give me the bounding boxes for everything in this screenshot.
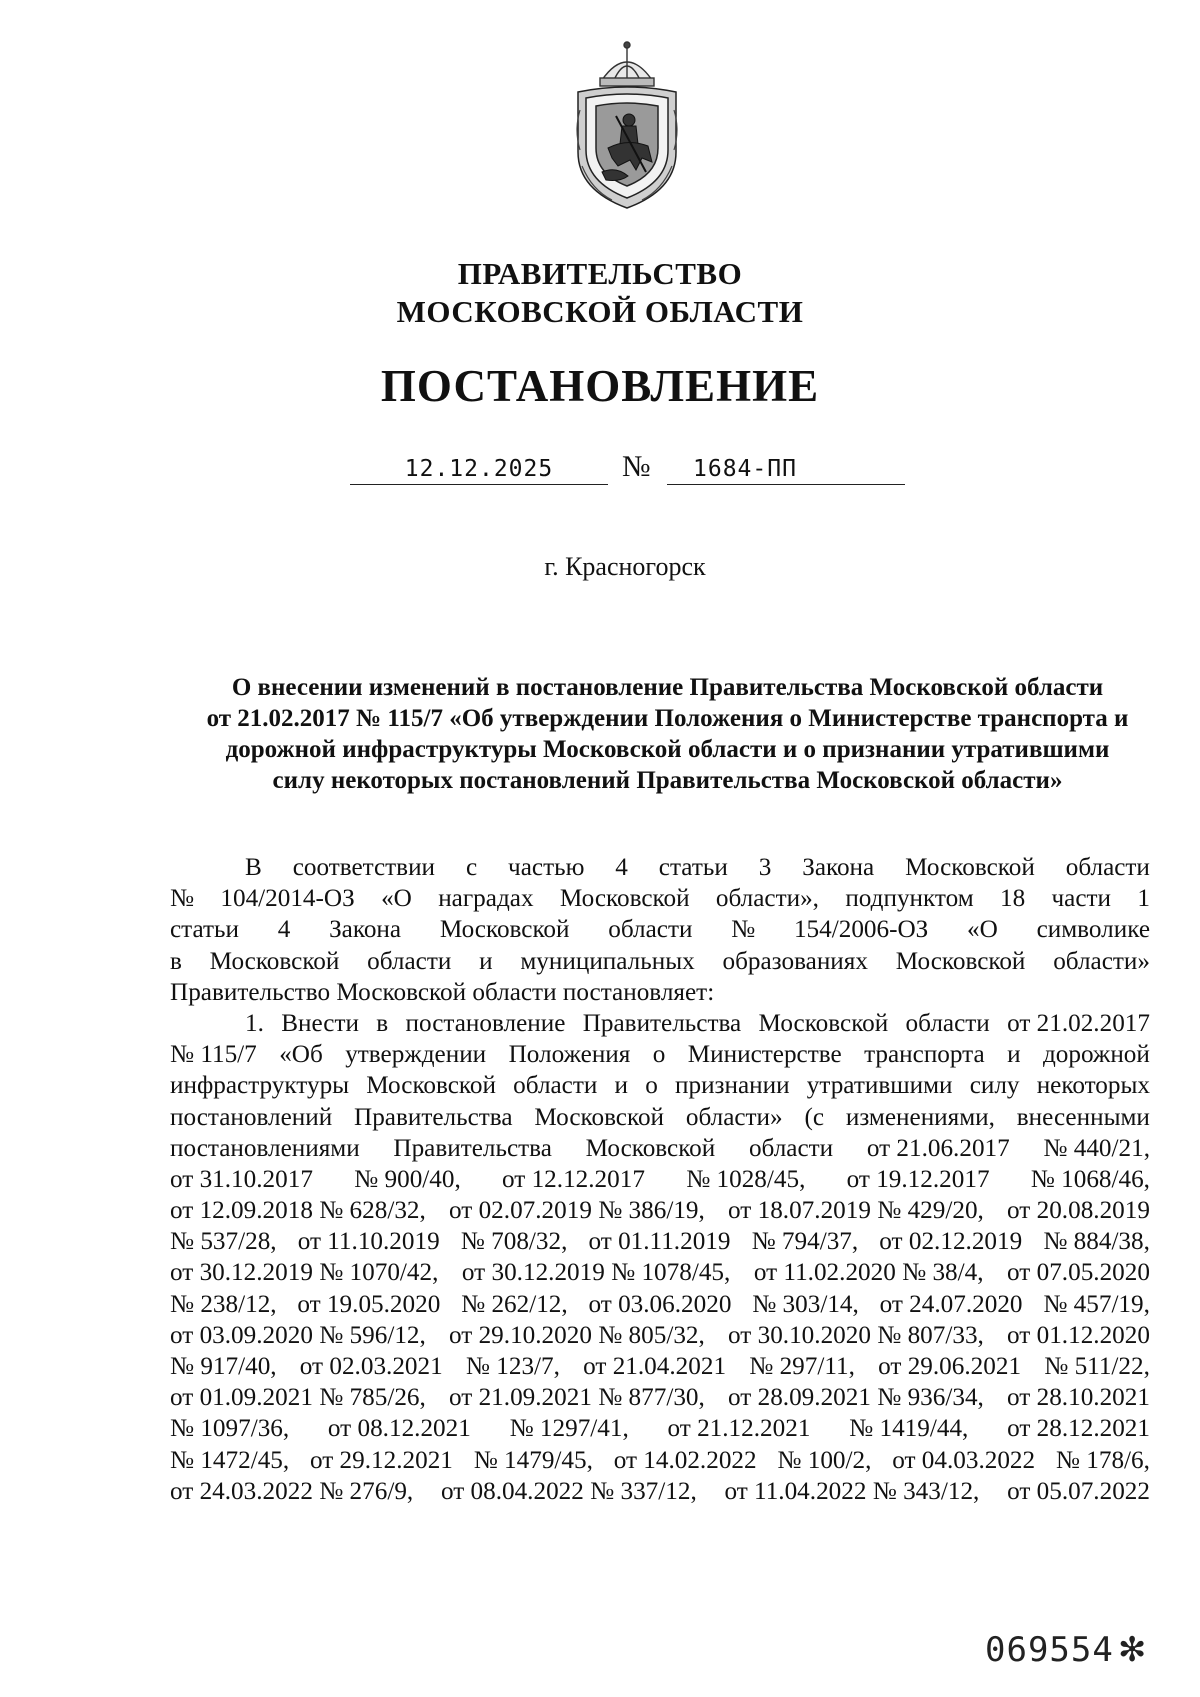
body-word: о <box>645 1072 658 1100</box>
organization-name-line2: МОСКОВСКОЙ ОБЛАСТИ <box>396 294 804 329</box>
city-name: г. Красногорск <box>544 552 706 581</box>
body-line <box>170 1226 1150 1257</box>
body-word: части <box>1051 885 1112 913</box>
body-word: о <box>652 1041 666 1069</box>
body-word: № 457/19, <box>1043 1290 1150 1318</box>
body-word: муниципальных <box>520 947 695 975</box>
body-word: от 28.09.2021 № 936/34, <box>728 1384 984 1412</box>
body-word: Московской <box>209 947 340 975</box>
body-word: области» <box>685 1103 783 1131</box>
body-word: «Об <box>279 1041 323 1069</box>
body-word: внесенными <box>1016 1103 1150 1131</box>
body-word: подпунктом <box>845 885 974 913</box>
number-sign: № <box>622 450 651 483</box>
body-word: № 1419/44, <box>849 1415 969 1443</box>
body-word: символике <box>1036 916 1150 944</box>
body-word: статьи <box>658 854 728 881</box>
body-word: Московской <box>758 1009 889 1037</box>
serial-number-value: 069554 <box>985 1630 1114 1670</box>
body-word: № 900/40, <box>354 1165 461 1193</box>
body-word: № 1068/46, <box>1030 1165 1150 1193</box>
body-word: № 537/28, <box>170 1228 277 1256</box>
body-line <box>170 1320 1150 1351</box>
body-word: от 08.04.2022 № 337/12, <box>440 1477 697 1505</box>
body-line <box>170 946 1150 977</box>
body-line <box>170 1039 1150 1070</box>
body-word: № 511/22, <box>1044 1353 1150 1380</box>
body-word: № 440/21, <box>1043 1134 1150 1162</box>
body-word: от 24.07.2020 <box>879 1290 1023 1318</box>
body-word: в <box>170 947 182 975</box>
body-word: от 02.07.2019 № 386/19, <box>449 1197 705 1225</box>
body-word: № 123/7, <box>465 1353 560 1380</box>
body-word: постановлениями <box>170 1134 360 1162</box>
body-word: 18 <box>1000 885 1026 913</box>
body-line <box>170 1289 1150 1320</box>
body-line <box>170 1476 1150 1507</box>
body-word: Московской <box>366 1072 496 1100</box>
body-word: № 1028/45, <box>686 1165 806 1193</box>
body-word: «О <box>381 885 412 913</box>
body-word: с <box>465 854 478 881</box>
body-word: от 19.05.2020 <box>297 1290 441 1318</box>
body-word: № 262/12, <box>461 1290 568 1318</box>
body-line <box>170 1351 1150 1382</box>
body-word: «О <box>967 916 998 944</box>
body-word: от 29.10.2020 № 805/32, <box>449 1321 705 1349</box>
body-word: Московской <box>534 1103 665 1131</box>
body-word: наградах <box>438 885 534 913</box>
registration-line <box>350 450 910 496</box>
document-body <box>170 852 1150 1507</box>
body-word: Правительство Московской области постановляет: <box>170 978 715 1006</box>
body-word: постановление <box>405 1009 566 1037</box>
body-word: Московской <box>439 916 570 944</box>
body-line <box>170 914 1150 945</box>
body-line <box>170 852 1150 883</box>
body-word: области <box>905 1009 990 1037</box>
body-word: от 21.02.2017 <box>1007 1009 1150 1037</box>
document-number: 1684-ПП <box>667 456 905 485</box>
body-word: от 30.12.2019 № 1078/45, <box>461 1259 731 1287</box>
body-line <box>170 883 1150 914</box>
body-line <box>170 977 1150 1008</box>
body-line <box>170 1382 1150 1413</box>
coat-of-arms-icon <box>572 40 682 212</box>
body-word: от 21.06.2017 <box>866 1134 1010 1162</box>
serial-number <box>985 1630 1147 1670</box>
body-word: от 04.03.2022 <box>892 1446 1036 1474</box>
body-word: № <box>731 916 756 944</box>
body-word: от 12.12.2017 <box>502 1165 645 1193</box>
body-word: образованиях <box>722 947 868 975</box>
body-word: постановлений <box>170 1103 333 1131</box>
body-word: области» <box>1053 947 1150 975</box>
body-word: от 05.07.2022 <box>1007 1477 1150 1505</box>
body-word: и <box>479 947 493 975</box>
body-word: Правительства <box>582 1009 742 1037</box>
body-word: Закона <box>802 854 875 881</box>
body-word: области <box>367 947 452 975</box>
body-word: № 1297/41, <box>509 1415 629 1443</box>
body-word: Правительства <box>354 1103 513 1131</box>
body-word: от 29.06.2021 <box>878 1353 1022 1380</box>
body-line <box>170 1164 1150 1195</box>
body-word: утверждении <box>345 1041 487 1069</box>
subject-line: от 21.02.2017 № 115/7 «Об утверждении Положения о Министерстве транспорта и <box>206 705 1129 732</box>
body-word: от 21.09.2021 № 877/30, <box>449 1384 705 1412</box>
body-word: от 02.12.2019 <box>879 1228 1023 1256</box>
body-word: от 02.03.2021 <box>299 1353 443 1380</box>
body-word: Министерстве <box>687 1041 842 1069</box>
body-word: 4 <box>277 916 291 944</box>
body-line <box>170 1008 1150 1039</box>
body-word: от 03.09.2020 № 596/12, <box>170 1321 426 1349</box>
body-word: статьи <box>170 916 239 944</box>
body-word: области <box>513 1072 598 1100</box>
body-word: от 01.11.2019 <box>588 1228 731 1256</box>
body-word: № 917/40, <box>170 1353 277 1380</box>
body-word: № 238/12, <box>170 1290 277 1318</box>
body-word: некоторых <box>1036 1072 1150 1100</box>
body-word: от 30.10.2020 № 807/33, <box>728 1321 984 1349</box>
body-word: от 19.12.2017 <box>846 1165 990 1193</box>
body-line <box>170 1133 1150 1164</box>
document-subject <box>175 672 1160 796</box>
body-word: от 11.04.2022 № 343/12, <box>724 1477 980 1505</box>
body-line <box>170 1195 1150 1226</box>
body-word: 3 <box>758 854 772 881</box>
body-word: № 297/11, <box>749 1353 855 1380</box>
subject-line: дорожной инфраструктуры Московской области и о признании утратившими <box>225 736 1110 763</box>
body-word: 1. <box>245 1009 264 1037</box>
body-word: от 08.12.2021 <box>327 1415 471 1443</box>
body-word: инфраструктуры <box>170 1072 350 1100</box>
body-line <box>170 1102 1150 1133</box>
body-word: от 14.02.2022 <box>613 1446 757 1474</box>
body-word: 154/2006-ОЗ <box>793 916 929 944</box>
body-word: Закона <box>329 916 402 944</box>
body-line <box>170 1257 1150 1288</box>
body-word: от 28.12.2021 <box>1007 1415 1150 1443</box>
organization-name-line1: ПРАВИТЕЛЬСТВО <box>457 256 743 291</box>
body-word: от 29.12.2021 <box>309 1446 453 1474</box>
subject-line: О внесении изменений в постановление Правительства Московской области <box>231 674 1104 701</box>
body-word: транспорта <box>864 1041 985 1069</box>
body-word: Московской <box>559 885 690 913</box>
body-word: Московской <box>895 947 1026 975</box>
body-word: № 708/32, <box>460 1228 568 1256</box>
body-word: Московской <box>905 854 1035 881</box>
body-word: 104/2014-ОЗ <box>220 885 355 913</box>
body-word: от 11.10.2019 <box>297 1228 440 1256</box>
body-word: от 24.03.2022 № 276/9, <box>170 1477 414 1505</box>
body-word: № 100/2, <box>777 1446 872 1474</box>
body-word: и <box>614 1072 629 1100</box>
body-word: от 01.12.2020 <box>1007 1321 1150 1349</box>
body-word: частью <box>508 854 585 881</box>
body-word: области <box>748 1134 834 1162</box>
body-word: № <box>170 885 195 913</box>
body-word: № 303/14, <box>752 1290 859 1318</box>
body-word: № 794/37, <box>751 1228 859 1256</box>
body-word: утратившими <box>806 1072 953 1100</box>
body-word: от 11.02.2020 № 38/4, <box>753 1259 984 1287</box>
body-word: дорожной <box>1042 1041 1150 1069</box>
body-word: области <box>1065 854 1150 881</box>
body-word: признании <box>675 1072 790 1100</box>
body-line <box>170 1445 1150 1476</box>
body-word: № 1479/45, <box>473 1446 593 1474</box>
body-word: Положения <box>508 1041 631 1069</box>
body-word: от 12.09.2018 № 628/32, <box>170 1197 426 1225</box>
body-word: соответствии <box>292 854 436 881</box>
body-word: от 07.05.2020 <box>1007 1259 1150 1287</box>
body-word: Московской <box>585 1134 716 1162</box>
serial-mark-icon: ✻ <box>1117 1630 1148 1670</box>
subject-line: силу некоторых постановлений Правительства Московской области» <box>272 767 1063 794</box>
body-word: № 115/7 <box>170 1041 257 1069</box>
body-word: 4 <box>615 854 628 881</box>
body-word: Внести <box>281 1009 359 1037</box>
body-word: области», <box>715 885 819 913</box>
body-word: от 20.08.2019 <box>1007 1197 1150 1225</box>
body-word: № 884/38, <box>1043 1228 1150 1256</box>
body-line <box>170 1070 1150 1101</box>
body-word: в <box>376 1009 389 1037</box>
body-word: В <box>245 854 262 881</box>
body-word: от 28.10.2021 <box>1007 1384 1150 1412</box>
body-word: от 30.12.2019 № 1070/42, <box>170 1259 439 1287</box>
body-line <box>170 1413 1150 1444</box>
body-word: Правительства <box>393 1134 552 1162</box>
body-word: области <box>608 916 693 944</box>
body-word: от 31.10.2017 <box>170 1165 313 1193</box>
body-word: и <box>1007 1041 1021 1069</box>
body-word: от 18.07.2019 № 429/20, <box>728 1197 984 1225</box>
document-date: 12.12.2025 <box>350 456 608 485</box>
body-word: от 01.09.2021 № 785/26, <box>170 1384 426 1412</box>
body-word: № 178/6, <box>1055 1446 1150 1474</box>
document-type-title: ПОСТАНОВЛЕНИЕ <box>380 361 820 411</box>
body-word: от 21.04.2021 <box>583 1353 727 1380</box>
body-word: от 21.12.2021 <box>667 1415 811 1443</box>
body-word: (с <box>804 1103 825 1131</box>
body-word: № 1097/36, <box>170 1415 290 1443</box>
body-word: 1 <box>1137 885 1150 913</box>
body-word: от 03.06.2020 <box>588 1290 732 1318</box>
body-word: силу <box>969 1072 1020 1100</box>
body-word: изменениями, <box>845 1103 995 1131</box>
body-word: № 1472/45, <box>170 1446 290 1474</box>
